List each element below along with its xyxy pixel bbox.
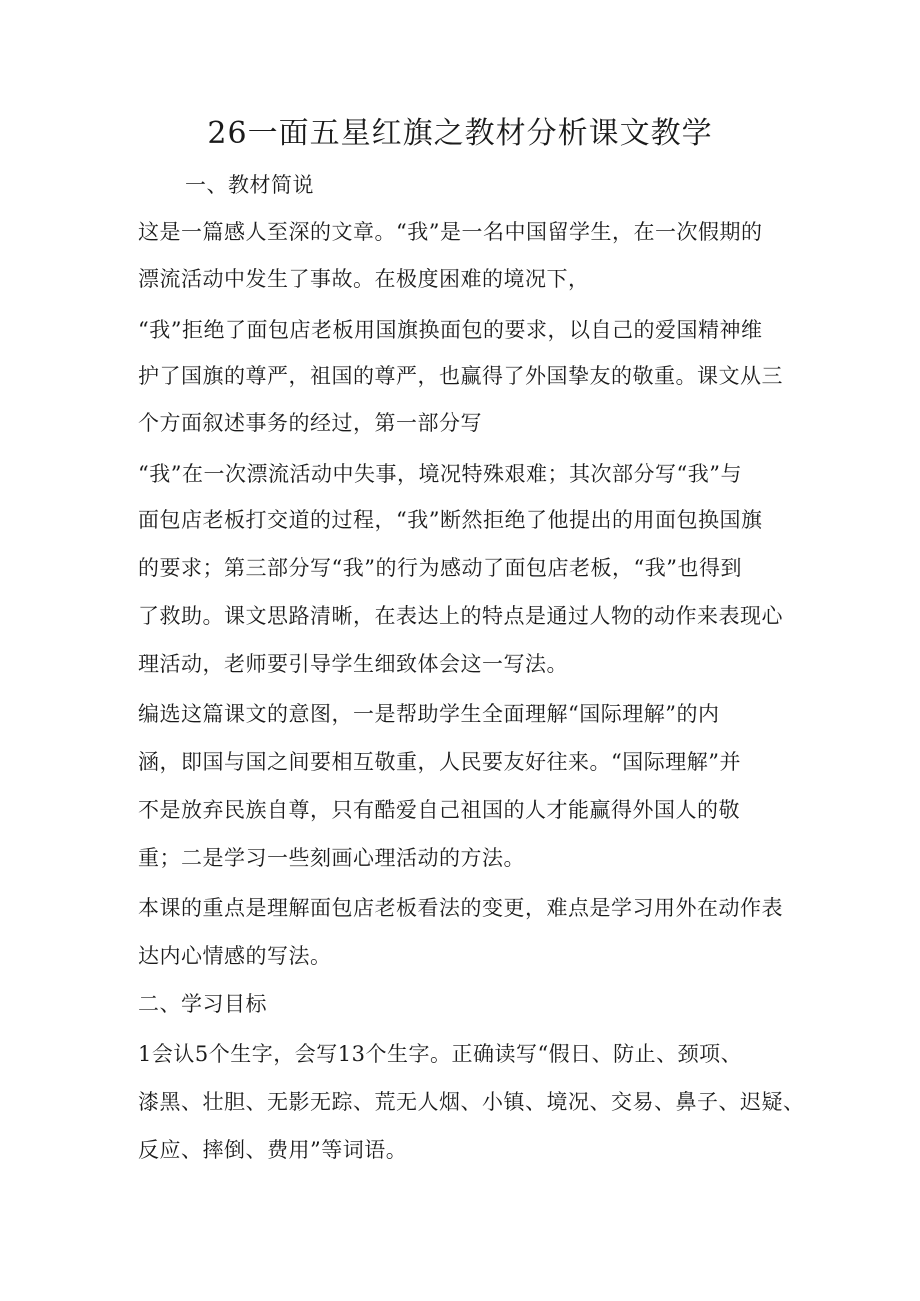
- paragraph-line: 的要求；第三部分写“我”的行为感动了面包店老板，“我”也得到: [138, 556, 742, 580]
- paragraph-line: 理活动，老师要引导学生细致体会这一写法。: [138, 652, 568, 676]
- document-title: 26一面五星红旗之教材分析课文教学: [207, 116, 713, 151]
- paragraph-line: 漂流活动中发生了事故。在极度困难的境况下，: [138, 267, 590, 291]
- paragraph-line: 重；二是学习一些刻画心理活动的方法。: [138, 846, 525, 870]
- paragraph-line: 护了国旗的尊严，祖国的尊严，也赢得了外国挚友的敬重。课文从三: [138, 364, 783, 388]
- section-heading-learning-goals: 二、学习目标: [138, 992, 267, 1016]
- paragraph-line: “我”拒绝了面包店老板用国旗换面包的要求，以自己的爱国精神维: [138, 318, 763, 342]
- paragraph-line: 达内心情感的写法。: [138, 944, 332, 968]
- paragraph-line: 个方面叙述事务的经过，第一部分写: [138, 411, 482, 435]
- paragraph-line: 反应、摔倒、费用”等词语。: [138, 1138, 408, 1162]
- paragraph-line: 漆黑、壮胆、无影无踪、荒无人烟、小镇、境况、交易、鼻子、迟疑、: [138, 1090, 805, 1114]
- paragraph-line: 这是一篇感人至深的文章。“我”是一名中国留学生，在一次假期的: [138, 220, 763, 244]
- paragraph-line: 编选这篇课文的意图，一是帮助学生全面理解“国际理解”的内: [138, 702, 720, 726]
- paragraph-line: 涵，即国与国之间要相互敬重，人民要友好往来。“国际理解”并: [138, 750, 741, 774]
- paragraph-line: 本课的重点是理解面包店老板看法的变更，难点是学习用外在动作表: [138, 896, 783, 920]
- paragraph-line: “我”在一次漂流活动中失事，境况特殊艰难；其次部分写“我”与: [138, 462, 742, 486]
- section-heading-textbook-overview: 一、教材简说: [185, 173, 314, 197]
- paragraph-line: 1会认5个生字，会写13个生字。正确读写“假日、防止、颈项、: [138, 1042, 743, 1066]
- paragraph-line: 不是放弃民族自尊，只有酷爱自己祖国的人才能赢得外国人的敬: [138, 798, 740, 822]
- paragraph-line: 了救助。课文思路清晰，在表达上的特点是通过人物的动作来表现心: [138, 604, 783, 628]
- paragraph-line: 面包店老板打交道的过程，“我”断然拒绝了他提出的用面包换国旗: [138, 508, 763, 532]
